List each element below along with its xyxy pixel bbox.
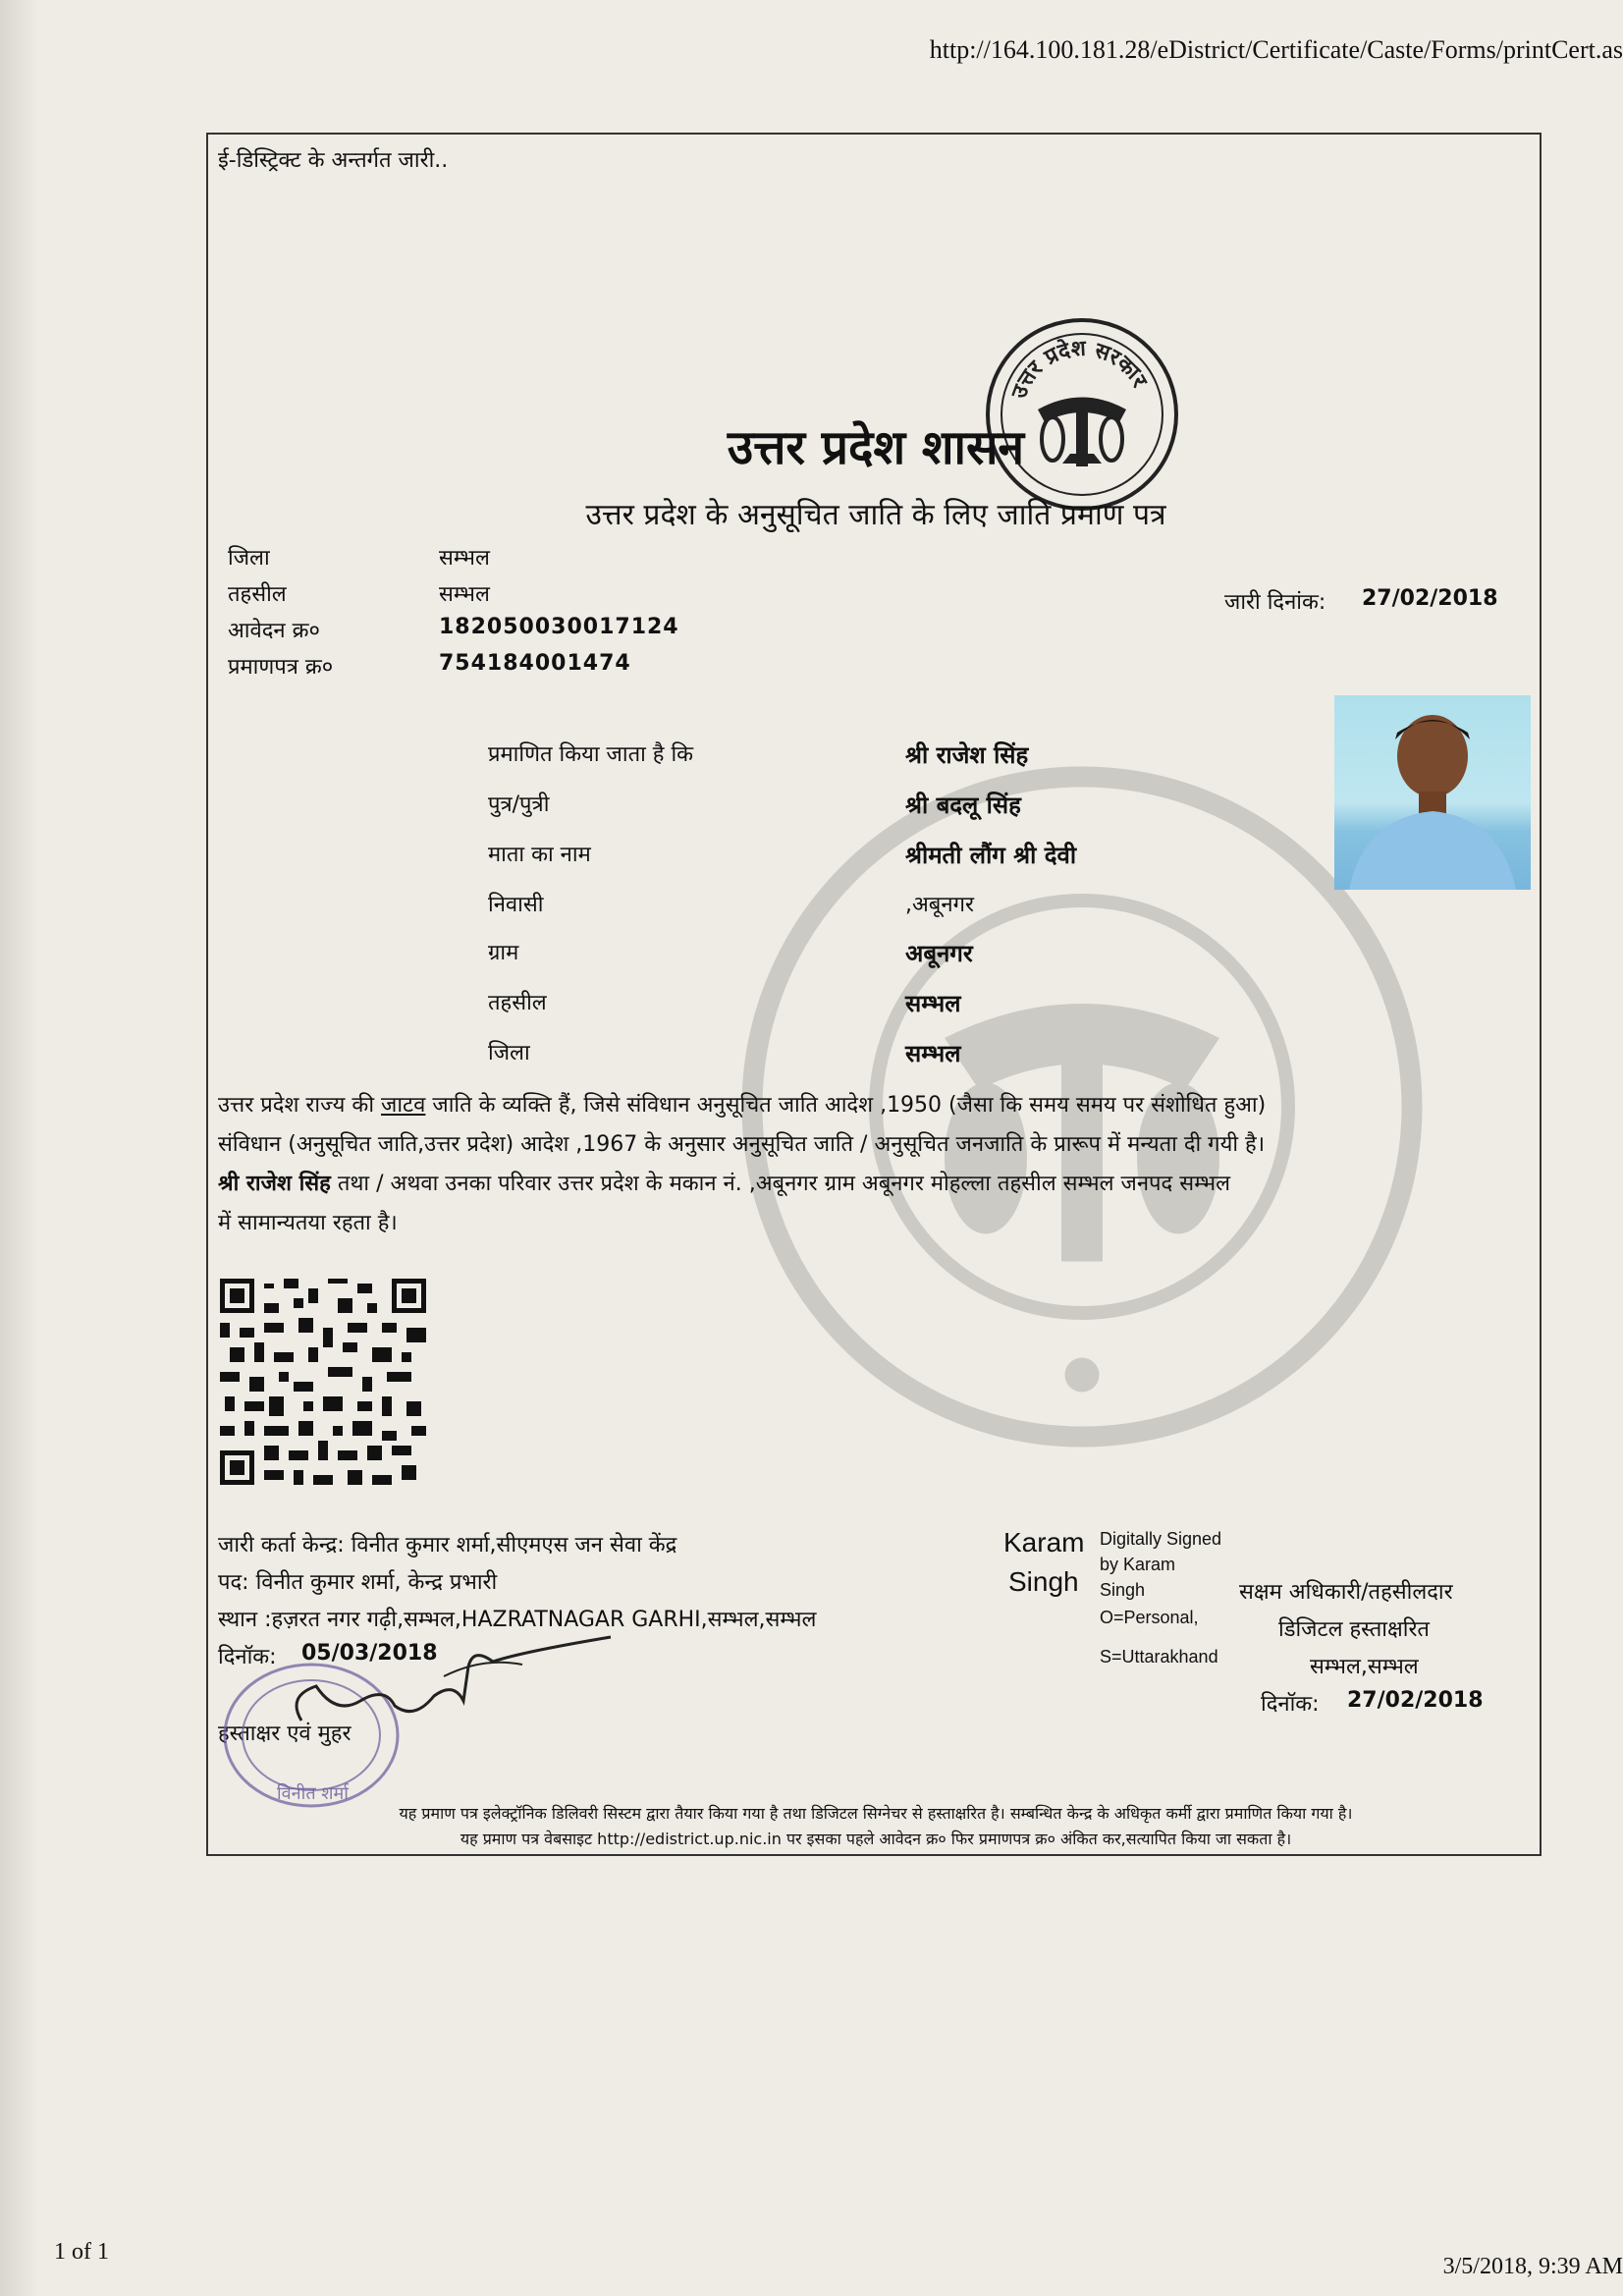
footer-line-2: यह प्रमाण पत्र वेबसाइट http://edistrict.up.nic.in पर इसका पहले आवेदन क्र० फिर प्रमाणपत्र क्र० अंकित कर,सत्यापित किया जा सकता है। xyxy=(460,1830,1292,1848)
authority-title: सक्षम अधिकारी/तहसीलदार xyxy=(1239,1580,1453,1605)
authority-sign-type: डिजिटल हस्ताक्षरित xyxy=(1278,1617,1430,1642)
detail-value-father: श्री बदलू सिंह xyxy=(905,792,1021,819)
issuer-post: पद: विनीत कुमार शर्मा, केन्द्र प्रभारी xyxy=(218,1570,498,1595)
authority-location: सम्भल,सम्भल xyxy=(1310,1655,1419,1679)
certificate-title: उत्तर प्रदेश शासन xyxy=(727,420,1025,475)
meta-label-tehsil: तहसील xyxy=(228,582,287,607)
issuer-place: स्थान :हज़रत नगर गढ़ी,सम्भल,HAZRATNAGAR GARHI,सम्भल,सम्भल xyxy=(218,1608,817,1632)
issuing-center: जारी कर्ता केन्द्र: विनीत कुमार शर्मा,सीएमएस जन सेवा केंद्र xyxy=(218,1533,677,1558)
paper-edge xyxy=(0,0,39,2296)
detail-label-village: ग्राम xyxy=(488,941,519,965)
certificate-frame xyxy=(206,133,1542,1856)
issue-date-label: जारी दिनांक: xyxy=(1224,590,1326,615)
stamp-text: विनीत शर्मा xyxy=(277,1783,349,1804)
issuer-date: 05/03/2018 xyxy=(301,1641,438,1666)
detail-value-district: सम्भल xyxy=(905,1040,961,1067)
dsc-detail-4: O=Personal, xyxy=(1100,1608,1199,1627)
meta-label-district: जिला xyxy=(228,546,270,571)
detail-value-village: अबूनगर xyxy=(905,940,973,967)
body-line-1: उत्तर प्रदेश राज्य की जाटव जाति के व्यक्ति हैं, जिसे संविधान अनुसूचित जाति आदेश ,1950 (जैसा कि समय समय पर संशोधित हुआ) xyxy=(218,1093,1267,1118)
print-url: http://164.100.181.28/eDistrict/Certificate/Caste/Forms/printCert.as xyxy=(929,35,1623,64)
authority-date: 27/02/2018 xyxy=(1347,1688,1484,1713)
applicant-photo xyxy=(1334,695,1531,890)
qr-code-icon xyxy=(220,1279,426,1485)
detail-label-child-of: पुत्र/पुत्री xyxy=(488,793,550,817)
dsc-detail-5: S=Uttarakhand xyxy=(1100,1647,1218,1667)
issuer-signature-icon xyxy=(267,1627,621,1735)
dsc-detail-3: Singh xyxy=(1100,1580,1146,1600)
authority-date-label: दिनॉक: xyxy=(1261,1692,1320,1717)
print-datetime: 3/5/2018, 9:39 AM xyxy=(1442,2254,1623,2279)
detail-label-resident: निवासी xyxy=(488,893,544,917)
detail-value-resident: ,अबूनगर xyxy=(905,893,974,917)
dsc-detail-1: Digitally Signed xyxy=(1100,1529,1222,1549)
signature-label: हस्ताक्षर एवं मुहर xyxy=(218,1722,352,1746)
meta-value-tehsil: सम्भल xyxy=(439,582,490,607)
detail-label-district: जिला xyxy=(488,1041,530,1066)
body-line-3: श्री राजेश सिंह तथा / अथवा उनका परिवार उत्तर प्रदेश के मकान नं. ,अबूनगर ग्राम अबूनगर मोहल्ला तहसील सम्भल जनपद सम्भल xyxy=(218,1172,1231,1196)
issued-under-text: ई-डिस्ट्रिक्ट के अन्तर्गत जारी.. xyxy=(218,148,449,173)
detail-value-mother: श्रीमती लौंग श्री देवी xyxy=(905,842,1077,869)
emblem-text: उत्तर प्रदेश सरकार xyxy=(1006,336,1152,403)
meta-label-application-no: आवेदन क्र० xyxy=(228,619,320,643)
meta-value-certificate-no: 754184001474 xyxy=(439,651,631,676)
caste-name: जाटव xyxy=(381,1093,426,1118)
dsc-detail-2: by Karam xyxy=(1100,1555,1176,1574)
detail-value-tehsil: सम्भल xyxy=(905,990,961,1017)
certificate-subtitle: उत्तर प्रदेश के अनुसूचित जाति के लिए जाति प्रमाण पत्र xyxy=(585,498,1166,532)
meta-value-district: सम्भल xyxy=(439,546,490,571)
dsc-name-line-1: Karam xyxy=(1003,1527,1085,1558)
meta-value-application-no: 182050030017124 xyxy=(439,615,679,639)
meta-label-certificate-no: प्रमाणपत्र क्र० xyxy=(228,655,334,680)
footer-line-1: यह प्रमाण पत्र इलेक्ट्रॉनिक डिलिवरी सिस्टम द्वारा तैयार किया गया है तथा डिजिटल सिग्नेचर से हस्ताक्षरित है। सम्बन्धित केन्द्र के अधिकृत कर्मी द्वारा प्रमाणित किया गया है। xyxy=(399,1804,1353,1823)
body-line-4: में सामान्यतया रहता है। xyxy=(218,1211,398,1235)
issue-date: 27/02/2018 xyxy=(1362,586,1498,611)
detail-label-mother: माता का नाम xyxy=(488,843,591,867)
issuer-date-label: दिनॉक: xyxy=(218,1645,277,1669)
detail-label-tehsil: तहसील xyxy=(488,991,547,1015)
detail-label-certified: प्रमाणित किया जाता है कि xyxy=(488,742,694,767)
body-name: श्री राजेश सिंह xyxy=(218,1172,331,1196)
detail-value-name: श्री राजेश सिंह xyxy=(905,741,1029,769)
page-count: 1 of 1 xyxy=(54,2239,109,2265)
body-line-2: संविधान (अनुसूचित जाति,उत्तर प्रदेश) आदेश ,1967 के अनुसार अनुसूचित जाति / अनुसूचित जनजाति के प्रारूप में मन्यता दी गयी है। xyxy=(218,1132,1266,1157)
svg-text:उत्तर प्रदेश सरकार xyxy=(1006,336,1152,403)
dsc-name-line-2: Singh xyxy=(1008,1566,1079,1597)
